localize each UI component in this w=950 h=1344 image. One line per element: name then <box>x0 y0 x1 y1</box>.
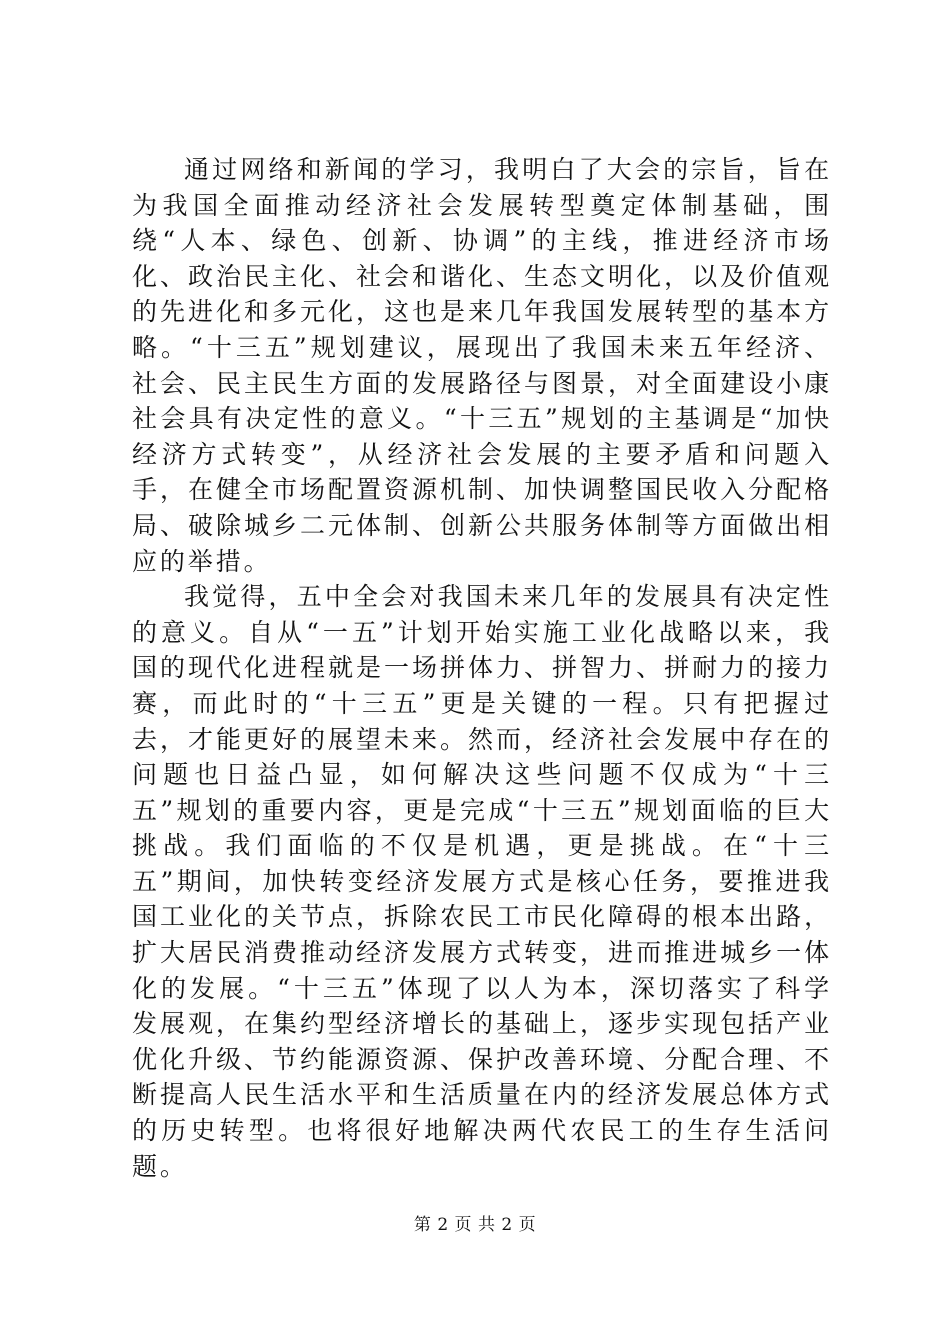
paragraph-2: 我觉得，五中全会对我国未来几年的发展具有决定性的意义。自从“一五”计划开始实施工业化战略以来，我国的现代化进程就是一场拼体力、拼智力、拼耐力的接力赛，而此时的“十三五”更是关键的一程。只有把握过去，才能更好的展望未来。然而，经济社会发展中存在的问题也日益凸显，如何解决这些问题不仅成为“十三五”规划的重要内容，更是完成“十三五”规划面临的巨大挑战。我们面临的不仅是机遇，更是挑战。在“十三五”期间，加快转变经济发展方式是核心任务，要推进我国工业化的关节点，拆除农民工市民化障碍的根本出路，扩大居民消费推动经济发展方式转变，进而推进城乡一体化的发展。“十三五”体现了以人为本，深切落实了科学发展观，在集约型经济增长的基础上，逐步实现包括产业优化升级、节约能源资源、保护改善环境、分配合理、不断提高人民生活水平和生活质量在内的经济发展总体方式的历史转型。也将很好地解决两代农民工的生存生活问题。 <box>132 582 832 1181</box>
paragraph-1: 通过网络和新闻的学习，我明白了大会的宗旨，旨在为我国全面推动经济社会发展转型奠定体制基础，围绕“人本、绿色、创新、协调”的主线，推进经济市场化、政治民主化、社会和谐化、生态文明化，以及价值观的先进化和多元化，这也是来几年我国发展转型的基本方略。“十三五”规划建议，展现出了我国未来五年经济、社会、民主民生方面的发展路径与图景，对全面建设小康社会具有决定性的意义。“十三五”规划的主基调是“加快经济方式转变”，从经济社会发展的主要矛盾和问题入手，在健全市场配置资源机制、加快调整国民收入分配格局、破除城乡二元体制、创新公共服务体制等方面做出相应的举措。 <box>132 155 832 576</box>
page-footer <box>0 1213 950 1237</box>
document-body <box>132 152 832 1184</box>
page-number: 第 2 页 共 2 页 <box>413 1215 537 1235</box>
